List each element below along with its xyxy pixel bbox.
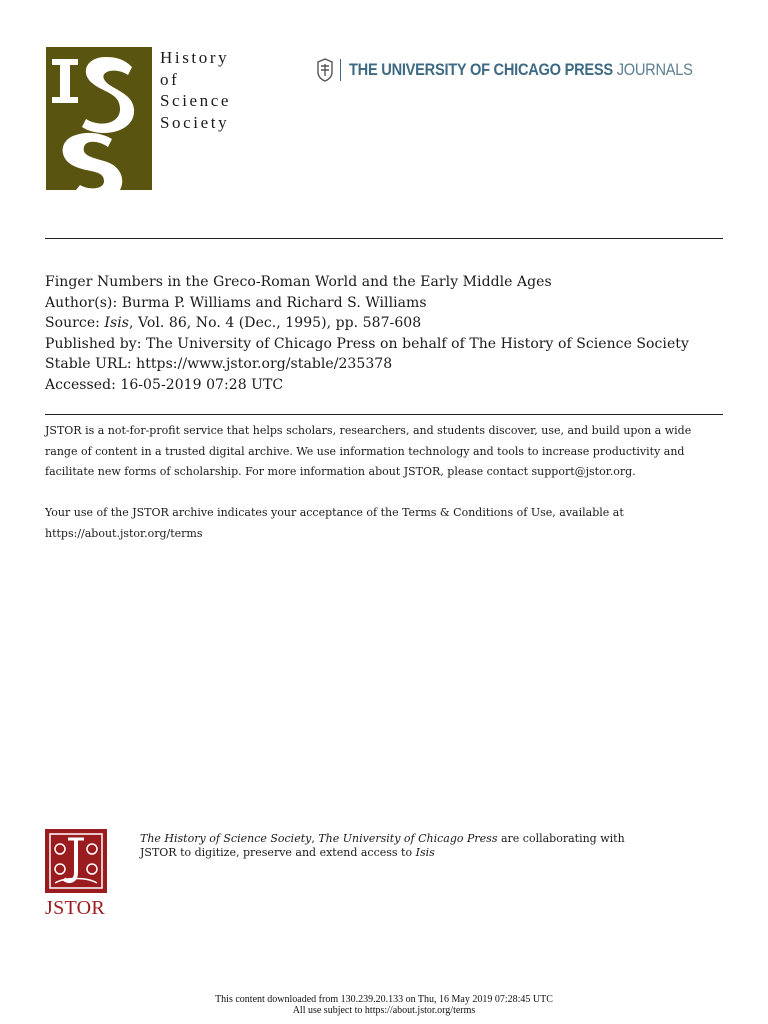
jstor-emblem-icon bbox=[45, 829, 107, 893]
hss-monogram-icon bbox=[46, 47, 152, 190]
footer-line: This content downloaded from 130.239.20.133 on Thu, 16 May 2019 07:28:45 UTC bbox=[215, 994, 553, 1005]
collab-text: JSTOR to digitize, preserve and extend access to bbox=[140, 845, 416, 859]
hss-wordmark bbox=[160, 47, 231, 133]
jstor-logo bbox=[45, 829, 107, 897]
article-accessed: Accessed: 16-05-2019 07:28 UTC bbox=[45, 376, 284, 393]
ucp-logo bbox=[316, 57, 749, 83]
collab-journal: Isis bbox=[415, 845, 435, 859]
divider-top bbox=[45, 238, 723, 239]
ucp-name bbox=[349, 60, 693, 80]
ucp-name-main: THE UNIVERSITY OF CHICAGO PRESS bbox=[349, 60, 613, 79]
hss-word: History bbox=[160, 48, 230, 67]
hss-logo bbox=[46, 47, 152, 190]
ucp-name-suffix: JOURNALS bbox=[616, 60, 693, 79]
source-journal: Isis bbox=[104, 315, 129, 331]
hss-word: Science bbox=[160, 91, 232, 110]
notice-line: range of content in a trusted digital archive. We use information technology and tools to increase productivity and bbox=[45, 444, 685, 458]
article-metadata bbox=[45, 272, 689, 395]
source-details: , Vol. 86, No. 4 (Dec., 1995), pp. 587-608 bbox=[129, 315, 422, 331]
terms-line: Your use of the JSTOR archive indicates your acceptance of the Terms & Conditions of Use, available at bbox=[45, 506, 624, 519]
download-footer bbox=[0, 994, 768, 1016]
notice-line[interactable]: facilitate new forms of scholarship. For more information about JSTOR, please contact support@jstor.org. bbox=[45, 465, 636, 478]
footer-line[interactable]: All use subject to https://about.jstor.org/terms bbox=[292, 1005, 476, 1016]
article-source bbox=[45, 313, 689, 334]
article-stable-url[interactable]: Stable URL: https://www.jstor.org/stable/235378 bbox=[45, 356, 393, 372]
terms-link[interactable]: https://about.jstor.org/terms bbox=[45, 526, 203, 540]
article-title: Finger Numbers in the Greco-Roman World and the Early Middle Ages bbox=[45, 274, 552, 290]
article-authors: Author(s): Burma P. Williams and Richard S. Williams bbox=[45, 294, 427, 311]
terms-notice bbox=[45, 503, 725, 544]
jstor-wordmark: JSTOR bbox=[45, 897, 106, 919]
divider-middle bbox=[45, 414, 723, 415]
notice-line: JSTOR is a not-for-profit service that helps scholars, researchers, and students discover, use, and build upon a wide bbox=[45, 424, 692, 437]
hss-word: Society bbox=[160, 112, 230, 132]
collab-line bbox=[140, 832, 700, 846]
hss-word: of bbox=[160, 69, 180, 89]
ucp-divider bbox=[340, 59, 341, 81]
collab-line bbox=[140, 846, 700, 860]
collab-separator: , bbox=[311, 832, 319, 845]
jstor-notice bbox=[45, 421, 725, 483]
article-publisher: Published by: The University of Chicago Press on behalf of The History of Science Society bbox=[45, 335, 689, 352]
collab-tail: are collaborating with bbox=[497, 832, 625, 845]
phoenix-crest-icon bbox=[316, 58, 334, 82]
collaboration-note bbox=[140, 832, 700, 859]
source-prefix: Source: bbox=[45, 315, 105, 331]
publisher-hss: The History of Science Society bbox=[140, 832, 312, 845]
publisher-ucp: The University of Chicago Press bbox=[318, 832, 498, 845]
